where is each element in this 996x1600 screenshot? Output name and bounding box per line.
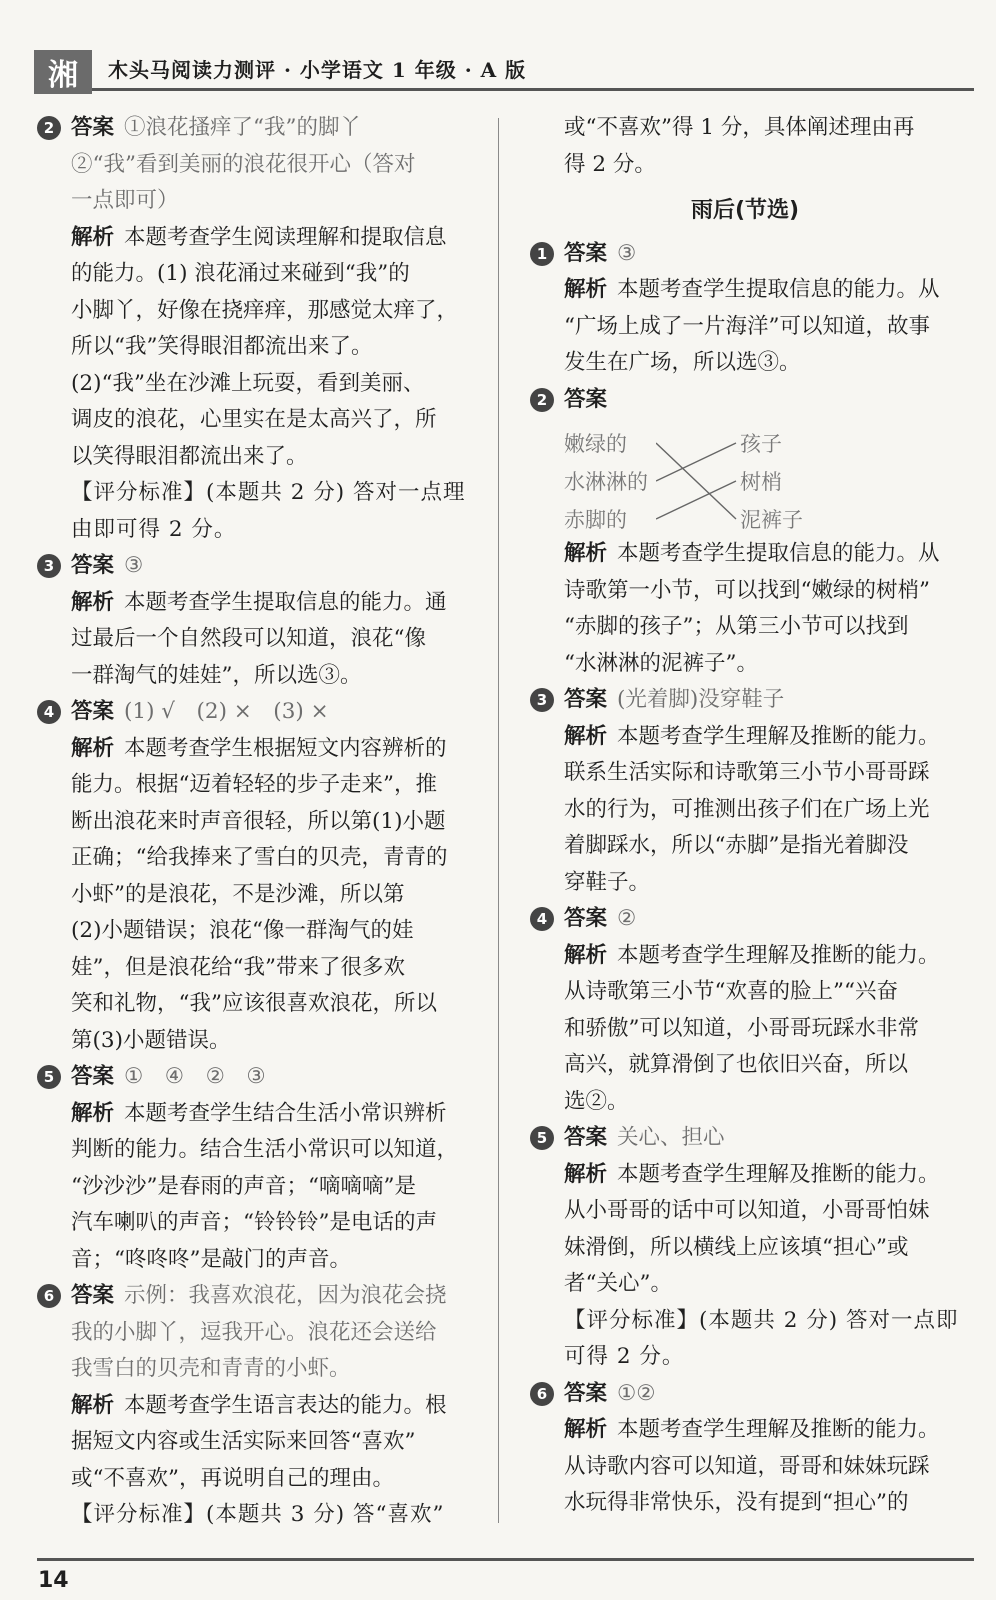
answer-text: 关心、担心 xyxy=(617,1125,725,1150)
question-item xyxy=(530,1376,960,1522)
analysis-text: (2)“我”坐在沙滩上玩耍，看到美丽、 xyxy=(71,370,425,396)
question-item xyxy=(37,110,467,548)
page-header xyxy=(22,50,974,94)
analysis-text: 正确；“给我捧来了雪白的贝壳，青青的 xyxy=(71,845,448,870)
analysis-text: 小虾”的是浪花，不是沙滩，所以第 xyxy=(71,881,405,907)
analysis-line xyxy=(71,439,467,476)
analysis-text: 从诗歌第三小节“欢喜的脸上”“兴奋 xyxy=(564,979,898,1004)
analysis-text: 穿鞋子。 xyxy=(564,869,651,895)
analysis-text: 本题考查学生理解及推断的能力。 xyxy=(617,1417,940,1442)
analysis-text: 汽车喇叭的声音；“铃铃铃”是电话的声 xyxy=(71,1210,437,1235)
match-line xyxy=(656,443,736,519)
analysis-line xyxy=(71,950,467,987)
answer-continued: ②“我”看到美丽的浪花很开心（答对 xyxy=(71,151,416,177)
analysis-text: 能力。根据“迈着轻轻的步子走来”，推 xyxy=(71,772,437,797)
analysis-line xyxy=(71,293,467,330)
match-lines xyxy=(656,418,746,536)
analysis-text: 本题考查学生理解及推断的能力。 xyxy=(617,942,940,968)
matching-diagram xyxy=(564,418,960,536)
analysis-line xyxy=(564,1230,960,1267)
answer-label: 答案 xyxy=(564,1125,608,1150)
question-list xyxy=(530,236,960,1522)
answer-line xyxy=(71,110,467,147)
analysis-line xyxy=(564,1266,960,1303)
analysis-text: 的能力。(1) 浪花涌过来碰到“我”的 xyxy=(71,261,410,286)
analysis-text: 本题考查学生提取信息的能力。从 xyxy=(617,277,940,302)
analysis-line xyxy=(564,1485,960,1522)
match-left-item: 赤脚的 xyxy=(564,508,627,532)
analysis-line xyxy=(564,1011,960,1048)
analysis-text: 所以“我”笑得眼泪都流出来了。 xyxy=(71,334,373,359)
analysis-text: 者“关心”。 xyxy=(564,1271,672,1296)
analysis-line xyxy=(71,1388,467,1425)
answer-line xyxy=(564,682,960,719)
analysis-text: 水玩得非常快乐，没有提到“担心”的 xyxy=(564,1490,909,1515)
analysis-text: (2)小题错误；浪花“像一群淘气的娃 xyxy=(71,918,414,943)
question-item xyxy=(37,548,467,694)
analysis-line xyxy=(564,974,960,1011)
answer-line xyxy=(71,548,467,585)
analysis-text: 据短文内容或生活实际来回答“喜欢” xyxy=(71,1429,416,1454)
series-logo: 湘 xyxy=(34,50,92,94)
analysis-line xyxy=(564,646,960,683)
answer-text: ③ xyxy=(124,553,144,578)
analysis-label: 解析 xyxy=(71,735,115,761)
question-number: 4 xyxy=(37,700,61,724)
analysis-text: 本题考查学生提取信息的能力。通 xyxy=(124,589,447,615)
analysis-label: 解析 xyxy=(71,224,115,250)
question-item xyxy=(530,901,960,1120)
analysis-text: “广场上成了一片海洋”可以知道，故事 xyxy=(564,313,930,339)
header-title: 木头马阅读力测评 · 小学语文 1 年级 · A 版 xyxy=(108,58,527,82)
answer-label: 答案 xyxy=(564,386,608,412)
answer-label: 答案 xyxy=(71,699,115,724)
analysis-text: 过最后一个自然段可以知道，浪花“像 xyxy=(71,626,426,651)
analysis-text: 本题考查学生根据短文内容辨析的 xyxy=(124,735,447,761)
analysis-line xyxy=(71,986,467,1023)
analysis-label: 解析 xyxy=(564,1417,608,1442)
analysis-text: 诗歌第一小节，可以找到“嫩绿的树梢” xyxy=(564,577,930,603)
question-number: 1 xyxy=(530,242,554,266)
answer-label: 答案 xyxy=(564,240,608,266)
analysis-line xyxy=(71,402,467,439)
analysis-line xyxy=(564,1412,960,1449)
answer-label: 答案 xyxy=(71,115,115,140)
analysis-line xyxy=(564,719,960,756)
analysis-label: 解析 xyxy=(564,541,608,566)
analysis-text: 高兴，就算滑倒了也依旧兴奋，所以 xyxy=(564,1052,909,1077)
match-line xyxy=(656,481,736,519)
analysis-text: “赤脚的孩子”；从第三小节可以找到 xyxy=(564,614,909,639)
analysis-line xyxy=(71,913,467,950)
question-number: 6 xyxy=(530,1382,554,1406)
question-number: 2 xyxy=(530,388,554,412)
analysis-line xyxy=(71,840,467,877)
answer-text: (光着脚)没穿鞋子 xyxy=(617,687,785,712)
analysis-text: 或“不喜欢”，再说明自己的理由。 xyxy=(71,1465,394,1491)
analysis-line xyxy=(564,938,960,975)
analysis-line xyxy=(71,1169,467,1206)
match-right-item: 泥裤子 xyxy=(740,508,803,532)
analysis-line xyxy=(71,767,467,804)
analysis-label: 解析 xyxy=(564,277,608,302)
answer-text: ①② xyxy=(617,1380,656,1406)
answer-text: ② xyxy=(617,906,637,931)
analysis-text: 着脚踩水，所以“赤脚”是指光着脚没 xyxy=(564,833,909,858)
analysis-line xyxy=(564,828,960,865)
analysis-label: 解析 xyxy=(71,1392,115,1418)
match-right-item: 孩子 xyxy=(740,432,782,456)
analysis-line xyxy=(71,731,467,768)
analysis-text: 妹滑倒，所以横线上应该填“担心”或 xyxy=(564,1234,909,1260)
continued-text xyxy=(530,110,960,183)
analysis-text: 从小哥哥的话中可以知道，小哥哥怕妹 xyxy=(564,1198,930,1223)
analysis-line xyxy=(564,573,960,610)
analysis-text: 娃”，但是浪花给“我”带来了很多欢 xyxy=(71,954,405,980)
answer-continued: 一点即可） xyxy=(71,188,179,213)
analysis-text: 本题考查学生理解及推断的能力。 xyxy=(617,1161,940,1187)
match-line xyxy=(656,443,736,481)
answer-text: ①浪花搔痒了“我”的脚丫 xyxy=(124,115,361,140)
question-number: 5 xyxy=(530,1126,554,1150)
analysis-line xyxy=(71,585,467,622)
analysis-label: 解析 xyxy=(71,1100,115,1126)
analysis-line xyxy=(71,1023,467,1060)
answer-line xyxy=(71,694,467,731)
analysis-line xyxy=(71,329,467,366)
answer-line xyxy=(564,1376,960,1413)
question-number: 5 xyxy=(37,1065,61,1089)
header-rule xyxy=(92,88,974,91)
analysis-text: 本题考查学生阅读理解和提取信息 xyxy=(124,224,447,250)
analysis-line xyxy=(564,1449,960,1486)
analysis-text: 判断的能力。结合生活小常识可以知道， xyxy=(71,1137,459,1162)
continued-line: 或“不喜欢”得 1 分，具体阐述理由再 xyxy=(564,115,915,140)
analysis-line xyxy=(564,1157,960,1194)
question-item xyxy=(37,1278,467,1534)
answer-text: ① ④ ② ③ xyxy=(124,1064,266,1089)
analysis-text: “水淋淋的泥裤子”。 xyxy=(564,650,758,676)
answer-line xyxy=(564,901,960,938)
analysis-text: 第(3)小题错误。 xyxy=(71,1027,231,1053)
answer-label: 答案 xyxy=(564,906,608,931)
analysis-text: 笑和礼物，“我”应该很喜欢浪花，所以 xyxy=(71,991,437,1016)
analysis-text: 本题考查学生提取信息的能力。从 xyxy=(617,541,940,566)
question-item xyxy=(530,682,960,901)
answer-label: 答案 xyxy=(71,1064,115,1089)
analysis-line xyxy=(71,1205,467,1242)
answer-line xyxy=(564,1120,960,1157)
analysis-line xyxy=(71,621,467,658)
analysis-line xyxy=(71,877,467,914)
analysis-text: 本题考查学生语言表达的能力。根 xyxy=(124,1392,447,1418)
analysis-line xyxy=(564,865,960,902)
analysis-line xyxy=(564,755,960,792)
analysis-text: “沙沙沙”是春雨的声音；“嘀嘀嘀”是 xyxy=(71,1173,416,1199)
answer-text: ③ xyxy=(617,240,637,266)
answer-text: (1) √ (2) × (3) × xyxy=(124,699,329,724)
match-right-item: 树梢 xyxy=(740,470,782,494)
right-column xyxy=(530,110,960,1522)
answer-line xyxy=(71,1278,467,1315)
question-item xyxy=(530,1120,960,1376)
analysis-line xyxy=(71,804,467,841)
page-number: 14 xyxy=(38,1568,69,1593)
footer-rule xyxy=(37,1558,974,1561)
section-title: 雨后(节选) xyxy=(690,198,800,223)
analysis-line xyxy=(564,1047,960,1084)
continued-line: 得 2 分。 xyxy=(564,151,656,177)
analysis-line xyxy=(71,220,467,257)
analysis-line xyxy=(564,536,960,573)
analysis-line xyxy=(71,1461,467,1498)
analysis-line xyxy=(564,1193,960,1230)
analysis-text: 音；“咚咚咚”是敲门的声音。 xyxy=(71,1246,351,1272)
analysis-text: 发生在广场，所以选③。 xyxy=(564,350,801,375)
question-item xyxy=(37,1059,467,1278)
column-divider xyxy=(498,118,499,1523)
answer-line xyxy=(564,236,960,273)
analysis-text: 以笑得眼泪都流出来了。 xyxy=(71,443,308,469)
analysis-text: 水的行为，可推测出孩子们在广场上光 xyxy=(564,796,930,822)
analysis-line xyxy=(564,345,960,382)
analysis-line xyxy=(564,1084,960,1121)
analysis-line xyxy=(71,366,467,403)
answer-line xyxy=(564,382,960,419)
scoring-standard: 可得 2 分。 xyxy=(564,1344,685,1369)
analysis-text: 调皮的浪花，心里实在是太高兴了，所 xyxy=(71,407,437,432)
analysis-label: 解析 xyxy=(71,589,115,615)
analysis-text: 和骄傲”可以知道，小哥哥玩踩水非常 xyxy=(564,1015,919,1041)
analysis-line xyxy=(71,1242,467,1279)
left-column xyxy=(37,110,467,1534)
question-item xyxy=(530,382,960,683)
analysis-text: 选②。 xyxy=(564,1088,629,1114)
question-number: 2 xyxy=(37,116,61,140)
analysis-text: 本题考查学生理解及推断的能力。 xyxy=(617,723,940,749)
question-number: 3 xyxy=(37,554,61,578)
analysis-text: 小脚丫，好像在挠痒痒，那感觉太痒了， xyxy=(71,297,459,323)
analysis-label: 解析 xyxy=(564,942,608,968)
answer-label: 答案 xyxy=(71,553,115,578)
answer-continued: 我雪白的贝壳和青青的小虾。 xyxy=(71,1356,351,1381)
analysis-line xyxy=(71,1132,467,1169)
analysis-line xyxy=(564,272,960,309)
answer-text: 示例：我喜欢浪花，因为浪花会挠 xyxy=(124,1283,447,1308)
analysis-line xyxy=(71,256,467,293)
answer-label: 答案 xyxy=(564,687,608,712)
analysis-label: 解析 xyxy=(564,1161,608,1187)
answer-line xyxy=(71,1059,467,1096)
match-left-item: 水淋淋的 xyxy=(564,470,648,494)
analysis-line xyxy=(564,792,960,829)
scoring-standard: 【评分标准】(本题共 2 分) 答对一点即 xyxy=(564,1307,959,1333)
question-item xyxy=(37,694,467,1059)
analysis-text: 一群淘气的娃娃”，所以选③。 xyxy=(71,662,362,688)
question-number: 3 xyxy=(530,688,554,712)
answer-label: 答案 xyxy=(71,1283,115,1308)
analysis-line xyxy=(71,658,467,695)
scoring-standard: 【评分标准】(本题共 2 分) 答对一点理 xyxy=(71,480,466,505)
analysis-line xyxy=(71,1424,467,1461)
scoring-standard: 由即可得 2 分。 xyxy=(71,516,237,542)
question-number: 4 xyxy=(530,907,554,931)
analysis-text: 联系生活实际和诗歌第三小节小哥哥踩 xyxy=(564,760,930,785)
analysis-text: 本题考查学生结合生活小常识辨析 xyxy=(124,1100,447,1126)
question-number: 6 xyxy=(37,1284,61,1308)
analysis-text: 从诗歌内容可以知道，哥哥和妹妹玩踩 xyxy=(564,1453,930,1479)
question-item xyxy=(530,236,960,382)
analysis-line xyxy=(71,1096,467,1133)
answer-label: 答案 xyxy=(564,1380,608,1406)
analysis-label: 解析 xyxy=(564,723,608,749)
analysis-line xyxy=(564,609,960,646)
analysis-line xyxy=(564,309,960,346)
match-left-item: 嫩绿的 xyxy=(564,432,627,456)
analysis-text: 断出浪花来时声音很轻，所以第(1)小题 xyxy=(71,808,446,834)
answer-continued: 我的小脚丫，逗我开心。浪花还会送给 xyxy=(71,1319,437,1345)
scoring-standard: 【评分标准】(本题共 3 分) 答“喜欢” xyxy=(71,1502,445,1527)
